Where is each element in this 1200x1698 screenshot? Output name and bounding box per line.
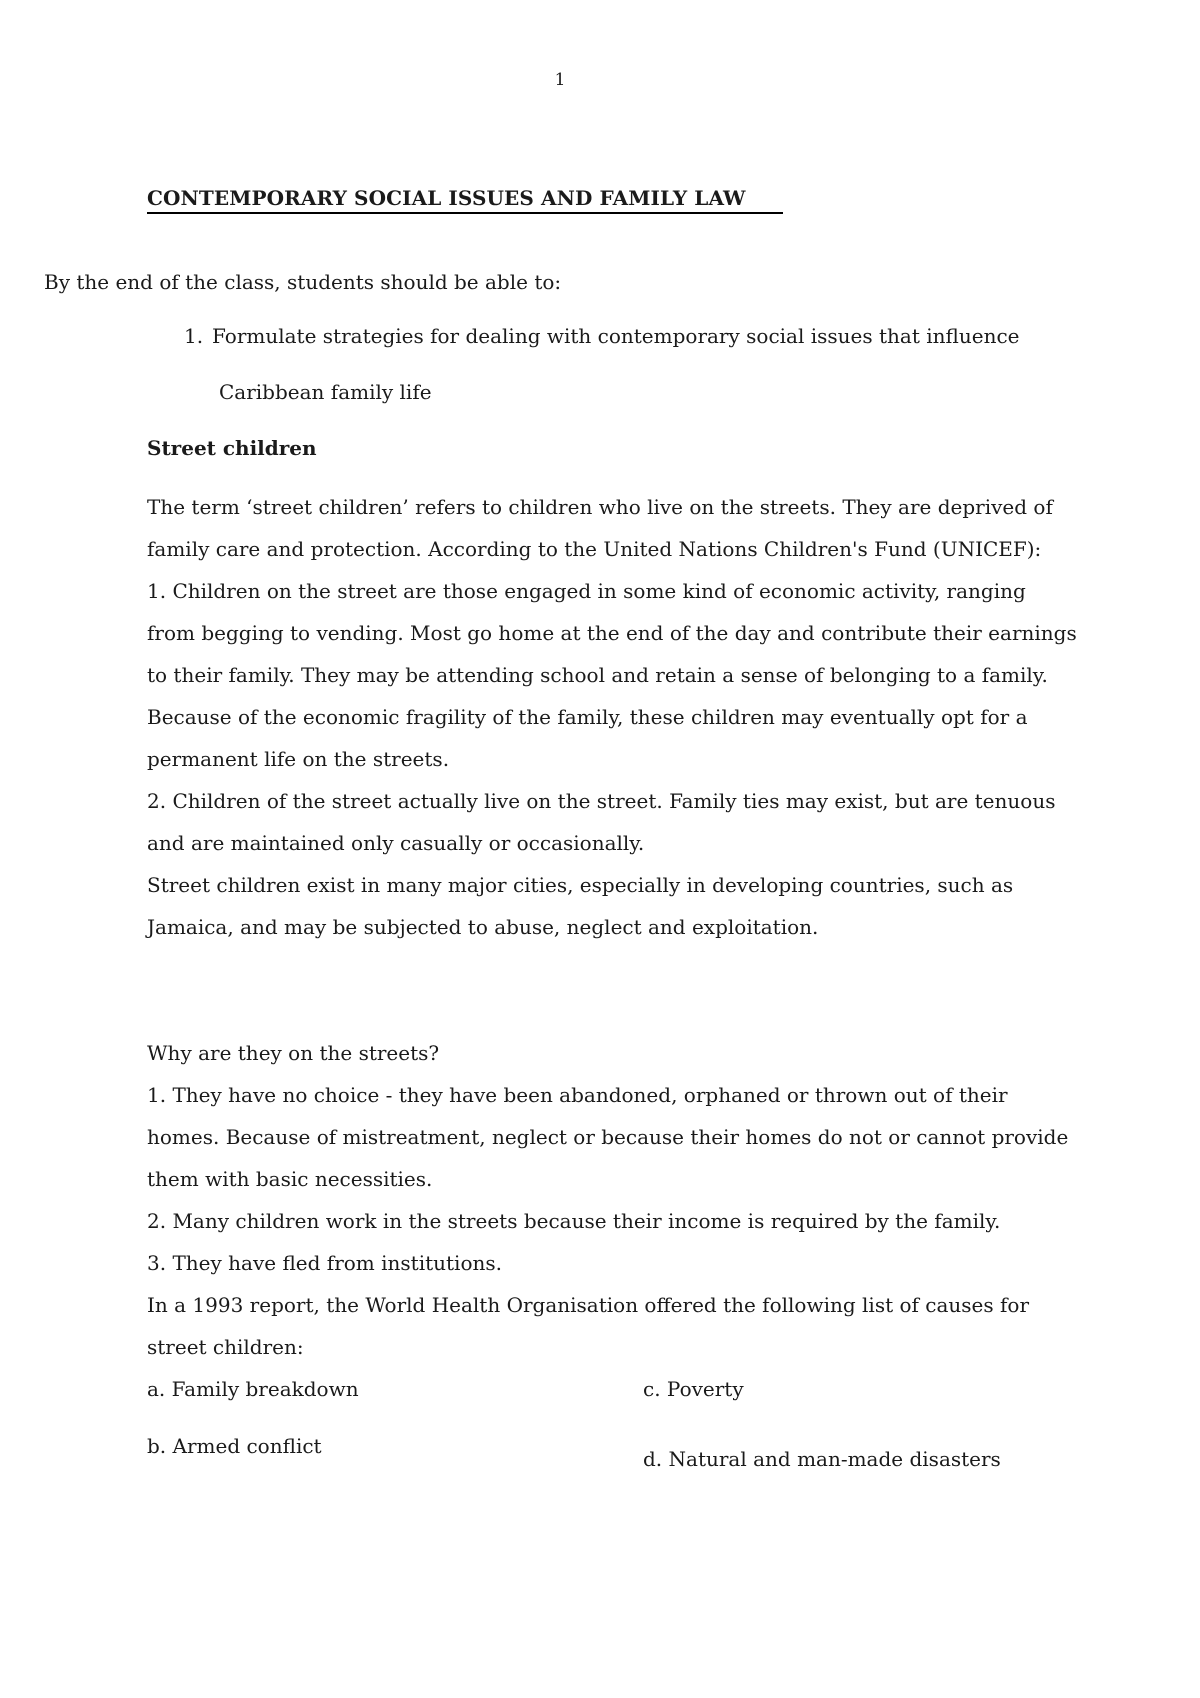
- paragraph: In a 1993 report, the World Health Organisation offered the following list of causes for street children:: [147, 1293, 1030, 1359]
- cause-item: b. Armed conflict: [147, 1434, 322, 1458]
- page-number: 1: [554, 70, 566, 90]
- objective-line-2: Caribbean family life: [219, 380, 432, 404]
- objective-item: [184, 324, 1019, 348]
- paragraph: The term ‘street children’ refers to children who live on the streets. They are deprived of family care and protection. According to the United Nations Children's Fund (UNICEF):: [147, 495, 1053, 561]
- paragraph: 2. Children of the street actually live on the street. Family ties may exist, but are tenuous and are maintained only casually or occasionally.: [147, 789, 1056, 855]
- paragraph: 2. Many children work in the streets because their income is required by the family.: [147, 1209, 1001, 1233]
- paragraph: 1. They have no choice - they have been abandoned, orphaned or thrown out of their homes. Because of mistreatment, neglect or because their homes do not or cannot provide them with basic necessities.: [147, 1083, 1069, 1191]
- cause-item: c. Poverty: [643, 1377, 744, 1401]
- paragraph: Street children exist in many major cities, especially in developing countries, such as Jamaica, and may be subjected to abuse, neglect and exploitation.: [147, 873, 1014, 939]
- street-children-body: [147, 486, 1077, 948]
- objective-line-1: Formulate strategies for dealing with contemporary social issues that influence: [212, 324, 1020, 348]
- paragraph: Why are they on the streets?: [147, 1041, 440, 1065]
- cause-item: a. Family breakdown: [147, 1377, 359, 1401]
- intro-text: By the end of the class, students should be able to:: [44, 270, 562, 294]
- why-on-streets-body: [147, 1032, 1077, 1368]
- cause-item: d. Natural and man-made disasters: [643, 1447, 1001, 1471]
- document-title: CONTEMPORARY SOCIAL ISSUES AND FAMILY LAW: [147, 186, 783, 214]
- objective-number: 1.: [184, 324, 204, 348]
- section-heading: Street children: [147, 436, 317, 460]
- paragraph: 3. They have fled from institutions.: [147, 1251, 502, 1275]
- paragraph: 1. Children on the street are those engaged in some kind of economic activity, ranging from begging to vending. Most go home at the end of the day and contribute their earnings to their family. They may be attending school and retain a sense of belonging to a family. Because of the economic fragility of the family, these children may eventually opt for a permanent life on the streets.: [147, 579, 1077, 771]
